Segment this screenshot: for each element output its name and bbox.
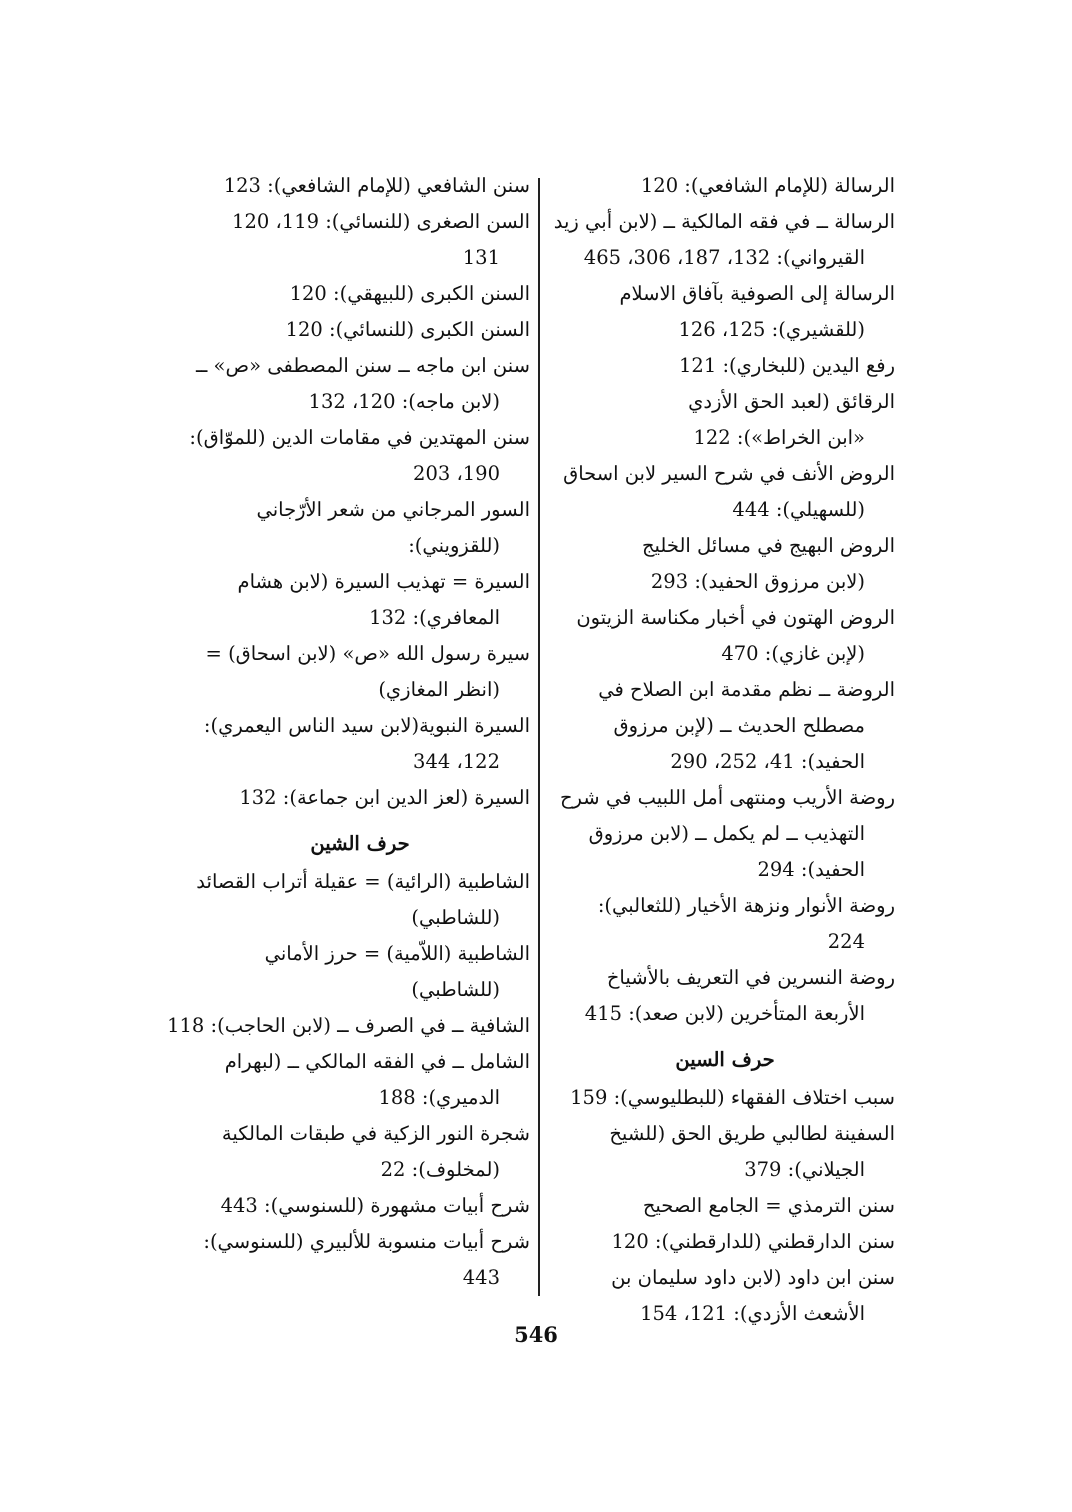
index-entry <box>190 1044 530 1116</box>
index-entry-line: التهذيب ــ لم يكمل ــ (لابن مرزوق <box>588 822 865 845</box>
index-entry-line: سنن المهتدين في مقامات الدين (للموّاق): <box>189 426 530 449</box>
index-entry-line: مصطلح الحديث ــ (لإبن مرزوق <box>613 714 865 737</box>
index-entry-line: الروض البهيج في مسائل الخليج <box>641 534 895 557</box>
page-number: 546 <box>514 1322 558 1347</box>
index-entry <box>555 384 895 456</box>
index-entry <box>167 1008 530 1044</box>
index-entry <box>555 456 895 528</box>
index-entry-line: (للقشيري): 125، 126 <box>678 318 865 341</box>
index-entry-line: سنن الترمذي = الجامع الصحيح <box>642 1194 895 1217</box>
index-entry-line: سنن الشافعي (للإمام الشافعي): 123 <box>223 174 530 197</box>
index-entry <box>190 204 530 276</box>
index-entry-line: رفع اليدين (للبخاري): 121 <box>679 354 895 377</box>
index-entry-line: السن الصغرى (للنسائي): 119، 120 <box>232 210 530 233</box>
index-entry-line: روضة الأنوار ونزهة الأخيار (للثعالبي): <box>597 894 895 917</box>
index-entry-line: السفينة لطالبي طريق الحق (للشيخ <box>609 1122 895 1145</box>
index-column-right <box>555 168 895 1332</box>
index-entry-line: السيرة النبوية(لابن سيد الناس اليعمري): <box>203 714 530 737</box>
index-entry <box>555 1080 895 1116</box>
index-entry-line: سنن ابن ماجه ــ سنن المصطفى «ص» ــ <box>195 354 530 377</box>
index-entry-line: الشاطبية (اللاّمية) = حرز الأماني <box>264 942 530 965</box>
index-entry-line: (للسهيلي): 444 <box>732 498 865 521</box>
index-entry-line: الرقائق (لعبد الحق الأزدي <box>688 390 895 413</box>
index-entry-line: السنن الكبرى (للبيهقي): 120 <box>289 282 530 305</box>
index-entry-line: السيرة (لعز الدين ابن جماعة): 132 <box>239 786 530 809</box>
index-entry-line: السور المرجاني من شعر الأرّجاني <box>256 498 530 521</box>
section-heading: حرف السين <box>675 1048 775 1071</box>
index-entry <box>555 672 895 780</box>
index-entry <box>190 168 530 204</box>
index-entry <box>190 348 530 420</box>
index-entry-line: سنن الدارقطني (للدارقطني): 120 <box>611 1230 895 1253</box>
index-entry-line: 443 <box>462 1266 500 1289</box>
index-entry-line: الروض الأنف في شرح السير لابن اسحاق <box>563 462 895 485</box>
index-entry-line: 122، 344 <box>413 750 500 773</box>
index-entry-line: الأربعة المتأخرين (لابن صعد): 415 <box>584 1002 865 1025</box>
index-entry <box>190 636 530 708</box>
index-entry-line: سنن ابن داود (لابن داود سليمان بن <box>611 1266 895 1289</box>
index-entry <box>555 1224 895 1260</box>
index-entry-line: 224 <box>827 930 865 953</box>
index-entry-line: شجرة النور الزكية في طبقات المالكية <box>221 1122 530 1145</box>
index-entry-line: الشافية ــ في الصرف ــ (لابن الحاجب): 118 <box>167 1014 530 1037</box>
index-entry-line: الحفيد): 41، 252، 290 <box>670 750 865 773</box>
index-entry <box>190 312 530 348</box>
index-entry-line: (للشاطبي) <box>411 978 500 1001</box>
index-entry <box>190 492 530 564</box>
index-entry <box>190 780 530 816</box>
index-entry <box>190 1188 530 1224</box>
index-entry <box>190 1224 530 1296</box>
index-entry-line: سيرة رسول الله «ص» (لابن اسحاق) = <box>205 642 530 665</box>
index-entry-line: الروض الهتون في أخبار مكناسة الزيتون <box>576 606 895 629</box>
index-entry <box>190 1116 530 1188</box>
index-entry <box>190 864 530 936</box>
index-entry <box>555 1116 895 1188</box>
index-entry-line: الرسالة ــ في فقه المالكية ــ (لابن أبي زيد <box>553 210 895 233</box>
index-entry-line: (لابن مرزوق الحفيد): 293 <box>650 570 865 593</box>
index-entry <box>555 780 895 888</box>
index-entry-line: «ابن الخراط»): 122 <box>693 426 865 449</box>
index-entry-line: الشامل ــ في الفقه المالكي ــ (لبهرام <box>224 1050 530 1073</box>
index-entry <box>555 960 895 1032</box>
index-entry-line: القيرواني): 132، 187، 306، 465 <box>583 246 865 269</box>
index-entry <box>190 936 530 1008</box>
index-entry <box>555 348 895 384</box>
index-entry-line: شرح أبيات منسوبة للألبيري (للسنوسي): <box>203 1230 530 1253</box>
index-entry-line: (لمخلوف): 22 <box>380 1158 500 1181</box>
index-entry <box>190 420 530 492</box>
index-entry-line: الدميري): 188 <box>378 1086 500 1109</box>
index-entry-line: (انظر المغازي) <box>378 678 500 701</box>
index-entry-line: (لابن ماجه): 120، 132 <box>308 390 500 413</box>
index-entry-line: الرسالة (للإمام الشافعي): 120 <box>640 174 895 197</box>
index-entry-line: (للشاطبي) <box>411 906 500 929</box>
index-entry <box>555 600 895 672</box>
index-entry-line: السيرة = تهذيب السيرة (لابن هشام <box>237 570 530 593</box>
index-entry-line: شرح أبيات مشهورة (للسنوسي): 443 <box>220 1194 530 1217</box>
index-entry <box>555 888 895 960</box>
index-entry <box>190 564 530 636</box>
index-entry-line: الشاطبية (الرائية) = عقيلة أتراب القصائد <box>196 870 530 893</box>
index-entry <box>190 708 530 780</box>
index-entry <box>555 1188 895 1224</box>
index-entry <box>555 276 895 348</box>
index-column-left <box>167 168 530 1296</box>
index-entry <box>555 168 895 204</box>
index-entry-line: السنن الكبرى (للنسائي): 120 <box>285 318 530 341</box>
index-entry-line: 190، 203 <box>413 462 500 485</box>
index-entry-line: الجيلاني): 379 <box>744 1158 865 1181</box>
index-entry-line: سبب اختلاف الفقهاء (للبطليوسي): 159 <box>570 1086 895 1109</box>
index-entry <box>555 204 895 276</box>
index-entry-line: الروضة ــ نظم مقدمة ابن الصلاح في <box>598 678 895 701</box>
column-divider <box>538 178 540 1296</box>
index-entry-line: (لإبن غازي): 470 <box>721 642 865 665</box>
section-heading: حرف الشين <box>310 832 410 855</box>
index-entry-line: روضة النسرين في التعريف بالأشياخ <box>606 966 895 989</box>
index-entry-line: روضة الأريب ومنتهى أمل اللبيب في شرح <box>559 786 895 809</box>
index-entry-line: (للقزويني): <box>408 534 500 557</box>
index-entry <box>555 528 895 600</box>
index-entry-line: المعافري): 132 <box>369 606 500 629</box>
index-entry <box>190 276 530 312</box>
index-entry-line: الحفيد): 294 <box>757 858 865 881</box>
index-entry-line: الأشعث الأزدي): 121، 154 <box>640 1302 865 1325</box>
index-entry-line: الرسالة إلى الصوفية بآفاق الاسلام <box>619 282 895 305</box>
index-entry-line: 131 <box>462 246 500 269</box>
